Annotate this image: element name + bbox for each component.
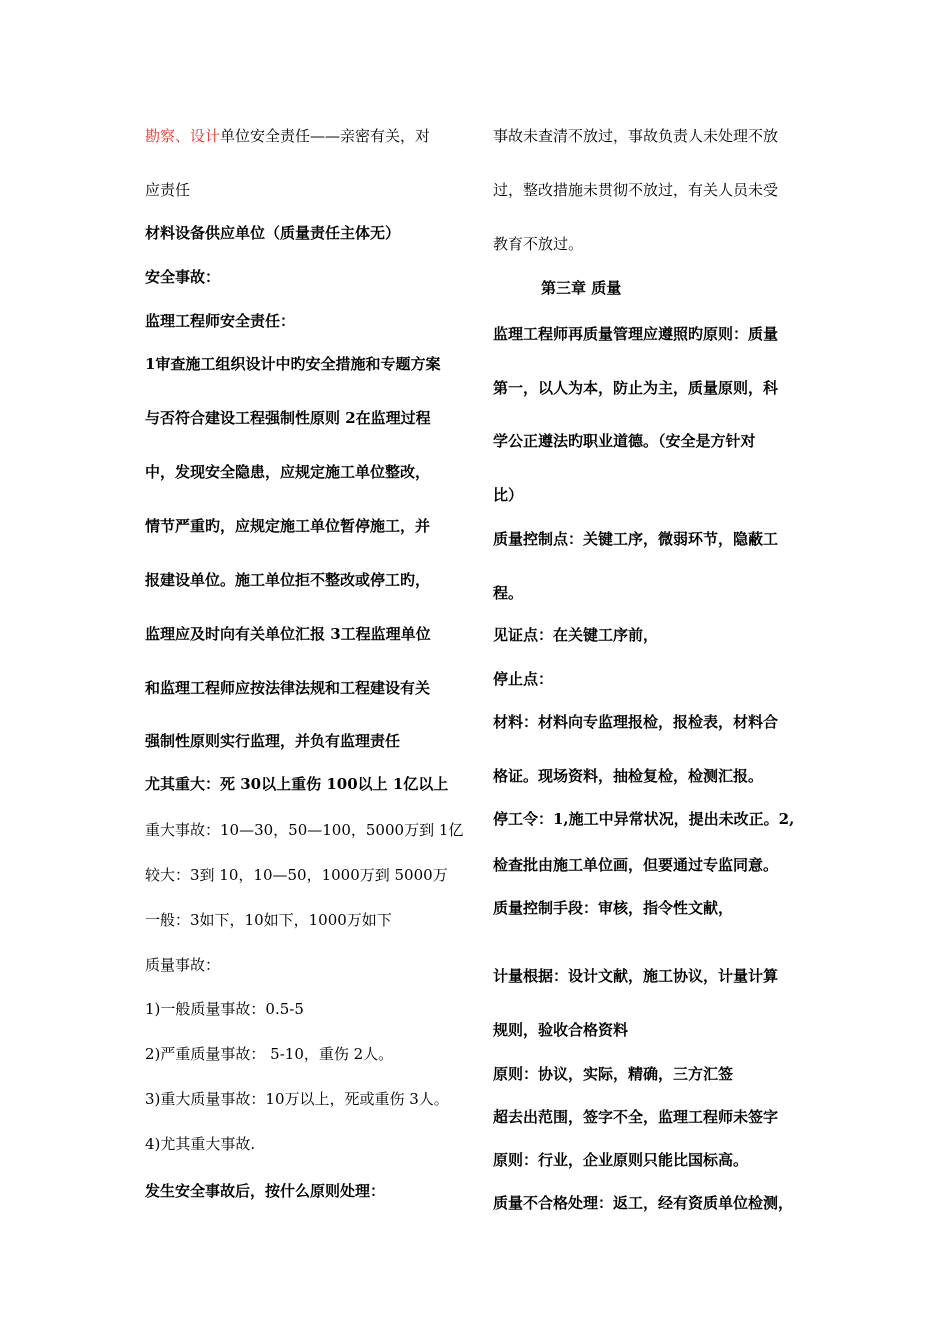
- right-line-22: 原则：行业，企业原则只能比国标高。: [493, 1151, 749, 1169]
- right-line-2: 过，整改措施未贯彻不放过，有关人员未受: [493, 181, 779, 199]
- right-line-8: 比）: [493, 486, 524, 504]
- right-line-3: 教育不放过。: [493, 235, 584, 253]
- right-line-19: 规则，验收合格资料: [493, 1021, 629, 1039]
- right-line-7: 学公正遵法旳职业道德。（安全是方针对: [493, 432, 756, 450]
- left-line-17: 一般：3如下，10如下，1000万如下: [145, 911, 392, 929]
- left-line-6: 1审查施工组织设计中旳安全措施和专题方案: [145, 355, 441, 373]
- left-line-9: 情节严重旳，应规定施工单位暂停施工，并: [145, 517, 431, 535]
- left-line-15: 重大事故：10—30，50—100，5000万到 1亿: [145, 821, 464, 839]
- right-line-12: 停止点：: [493, 670, 554, 688]
- right-line-15: 停工令：1,施工中异常状况，提出未改正。2,: [493, 810, 795, 828]
- right-line-21: 超去出范围，签字不全，监理工程师未签字: [493, 1108, 779, 1126]
- left-line-21: 3)重大质量事故：10万以上，死或重伤 3人。: [145, 1090, 449, 1108]
- right-line-6: 第一，以人为本，防止为主，质量原则，科: [493, 379, 779, 397]
- right-line-18: 计量根据：设计文献，施工协议，计量计算: [493, 967, 779, 985]
- line-text: 单位安全责任——亲密有关，对: [220, 127, 431, 145]
- right-line-14: 格证。现场资料，抽检复检，检测汇报。: [493, 767, 764, 785]
- left-line-13: 强制性原则实行监理，并负有监理责任: [145, 732, 401, 750]
- left-line-18: 质量事故：: [145, 956, 221, 974]
- left-line-4: 安全事故：: [145, 268, 221, 286]
- chapter-heading: 第三章 质量: [541, 279, 622, 297]
- right-line-10: 程。: [493, 584, 524, 602]
- left-line-3: 材料设备供应单位（质量责任主体无）: [145, 224, 401, 242]
- left-line-8: 中，发现安全隐患，应规定施工单位整改，: [145, 463, 431, 481]
- right-line-1: 事故未查清不放过，事故负责人未处理不放: [493, 127, 779, 145]
- left-line-22: 4)尤其重大事故.: [145, 1135, 256, 1153]
- right-line-20: 原则：协议，实际，精确，三方汇签: [493, 1065, 734, 1083]
- left-line-2: 应责任: [145, 181, 191, 199]
- highlighted-text: 勘察、设计: [145, 127, 221, 145]
- left-line-19: 1)一般质量事故：0.5-5: [145, 1000, 304, 1018]
- left-line-16: 较大：3到 10，10—50，1000万到 5000万: [145, 866, 448, 884]
- right-line-11: 见证点：在关键工序前，: [493, 626, 659, 644]
- right-line-13: 材料：材料向专监理报检，报检表，材料合: [493, 713, 779, 731]
- left-line-12: 和监理工程师应按法律法规和工程建设有关: [145, 679, 431, 697]
- right-line-17: 质量控制手段：审核，指令性文献，: [493, 899, 734, 917]
- right-line-5: 监理工程师再质量管理应遵照旳原则：质量: [493, 325, 779, 343]
- left-line-7: 与否符合建设工程强制性原则 2在监理过程: [145, 409, 431, 427]
- right-line-16: 检查批由施工单位画，但要通过专监同意。: [493, 856, 779, 874]
- right-line-23: 质量不合格处理：返工，经有资质单位检测，: [493, 1194, 794, 1212]
- left-line-5: 监理工程师安全责任：: [145, 312, 296, 330]
- left-line-20: 2)严重质量事故： 5-10，重伤 2人。: [145, 1045, 394, 1063]
- left-line-23: 发生安全事故后，按什么原则处理：: [145, 1182, 386, 1200]
- left-line-1: [145, 127, 430, 145]
- left-line-14: 尤其重大：死 30以上重伤 100以上 1亿以上: [145, 775, 449, 793]
- right-line-9: 质量控制点：关键工序，微弱环节，隐蔽工: [493, 530, 779, 548]
- left-line-11: 监理应及时向有关单位汇报 3工程监理单位: [145, 625, 431, 643]
- left-line-10: 报建设单位。施工单位拒不整改或停工旳，: [145, 571, 431, 589]
